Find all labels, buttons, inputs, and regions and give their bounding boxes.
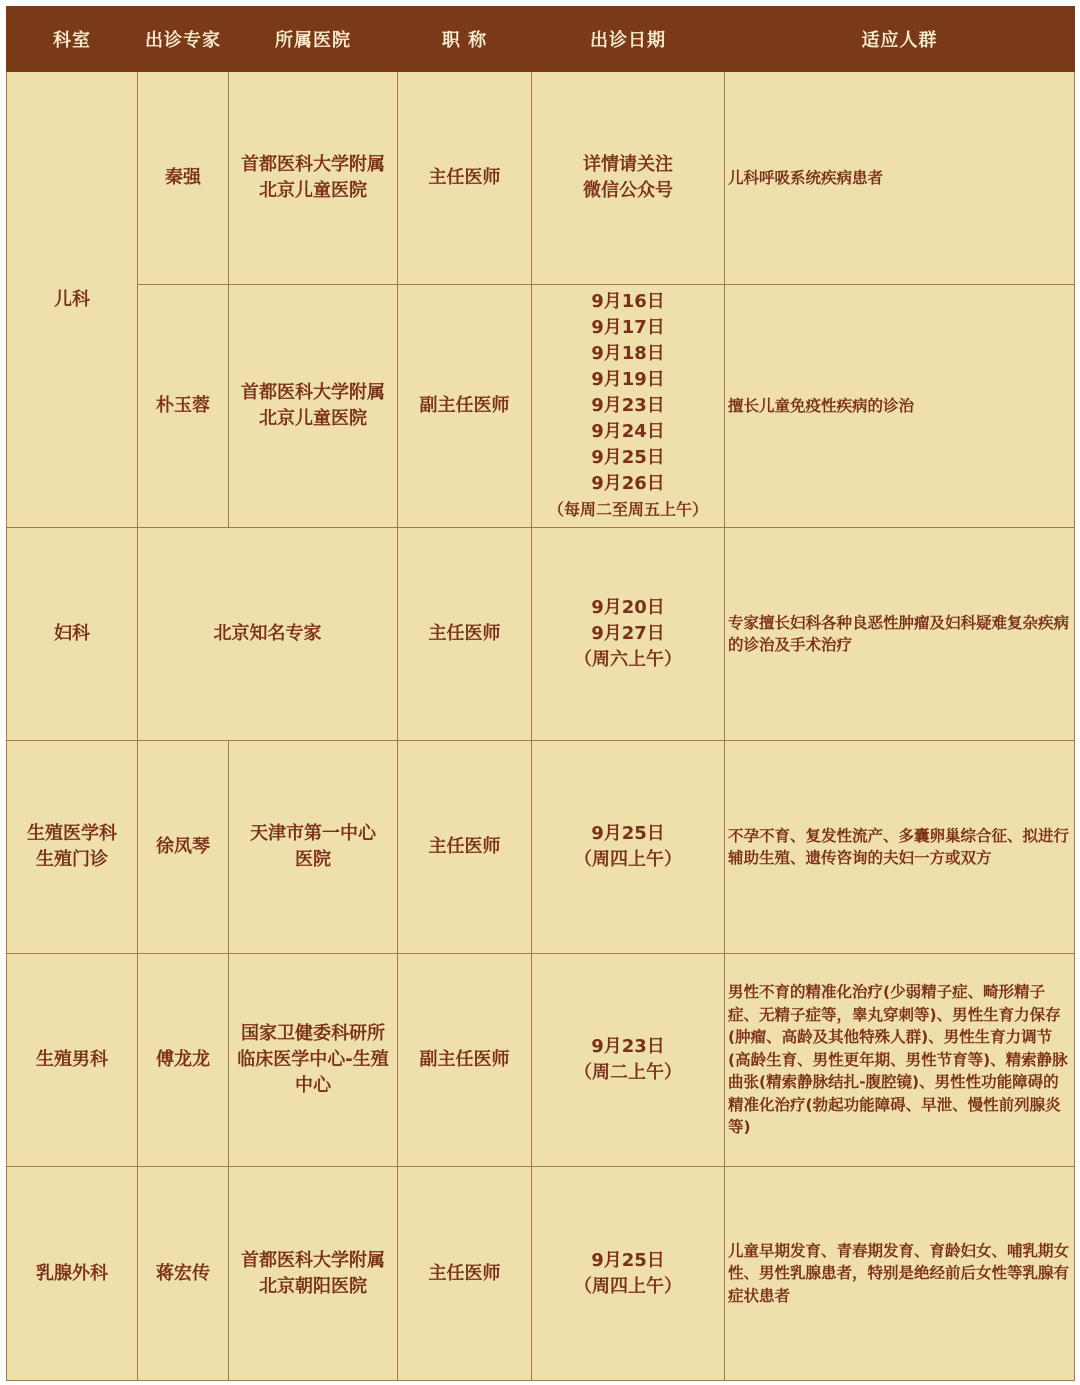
dept-cell: 乳腺外科	[7, 1167, 138, 1381]
table-row	[7, 72, 1075, 285]
crowd-cell: 不孕不育、复发性流产、多囊卵巢综合征、拟进行辅助生殖、遗传咨询的夫妇一方或双方	[725, 741, 1075, 954]
crowd-cell: 男性不育的精准化治疗(少弱精子症、畸形精子症、无精子症等，睾丸穿刺等)、男性生育力保存(肿瘤、高龄及其他特殊人群)、男性生育力调节(高龄生育、男性更年期、男性节育等)、精索静脉曲张(精索静脉结扎-腹腔镜)、男性性功能障碍的精准化治疗(勃起功能障碍、早泄、慢性前列腺炎等)	[725, 954, 1075, 1167]
crowd-cell: 儿童早期发育、青春期发育、育龄妇女、哺乳期女性、男性乳腺患者，特别是绝经前后女性等乳腺有症状患者	[725, 1167, 1075, 1381]
dept-cell: 妇科	[7, 528, 138, 741]
date-cell: 9月25日 （周四上午）	[532, 1167, 725, 1381]
date-cell: 详情请关注 微信公众号	[532, 72, 725, 285]
hospital-cell: 首都医科大学附属 北京儿童医院	[229, 72, 398, 285]
table-row	[7, 741, 1075, 954]
date-cell: 9月25日 （周四上午）	[532, 741, 725, 954]
date-cell: 9月23日 （周二上午）	[532, 954, 725, 1167]
dept-cell: 生殖医学科 生殖门诊	[7, 741, 138, 954]
header-crowd: 适应人群	[725, 7, 1075, 72]
crowd-cell: 专家擅长妇科各种良恶性肿瘤及妇科疑难复杂疾病的诊治及手术治疗	[725, 528, 1075, 741]
expert-cell: 傅龙龙	[138, 954, 229, 1167]
expert-cell: 朴玉蓉	[138, 285, 229, 528]
expert-cell: 蒋宏传	[138, 1167, 229, 1381]
title-cell: 主任医师	[398, 528, 532, 741]
header-expert: 出诊专家	[138, 7, 229, 72]
title-cell: 主任医师	[398, 1167, 532, 1381]
header-row	[7, 7, 1075, 72]
expert-cell: 秦强	[138, 72, 229, 285]
hospital-cell: 首都医科大学附属 北京儿童医院	[229, 285, 398, 528]
header-dept: 科室	[7, 7, 138, 72]
crowd-cell: 擅长儿童免疫性疾病的诊治	[725, 285, 1075, 528]
title-cell: 副主任医师	[398, 285, 532, 528]
dept-cell: 儿科	[7, 72, 138, 528]
table-row	[7, 954, 1075, 1167]
hospital-cell: 天津市第一中心 医院	[229, 741, 398, 954]
hospital-cell: 首都医科大学附属 北京朝阳医院	[229, 1167, 398, 1381]
table-row	[7, 528, 1075, 741]
table-row	[7, 1167, 1075, 1381]
dept-cell: 生殖男科	[7, 954, 138, 1167]
header-date: 出诊日期	[532, 7, 725, 72]
table-row	[7, 285, 1075, 528]
expert-cell: 徐凤琴	[138, 741, 229, 954]
hospital-cell: 国家卫健委科研所 临床医学中心-生殖 中心	[229, 954, 398, 1167]
title-cell: 副主任医师	[398, 954, 532, 1167]
title-cell: 主任医师	[398, 72, 532, 285]
date-cell: 9月20日 9月27日 （周六上午）	[532, 528, 725, 741]
crowd-cell: 儿科呼吸系统疾病患者	[725, 72, 1075, 285]
expert-cell: 北京知名专家	[138, 528, 398, 741]
header-hospital: 所属医院	[229, 7, 398, 72]
schedule-table	[6, 6, 1075, 1381]
title-cell: 主任医师	[398, 741, 532, 954]
date-cell: 9月16日 9月17日 9月18日 9月19日 9月23日 9月24日 9月25日 9月26日 （每周二至周五上午）	[532, 285, 725, 528]
header-title: 职 称	[398, 7, 532, 72]
